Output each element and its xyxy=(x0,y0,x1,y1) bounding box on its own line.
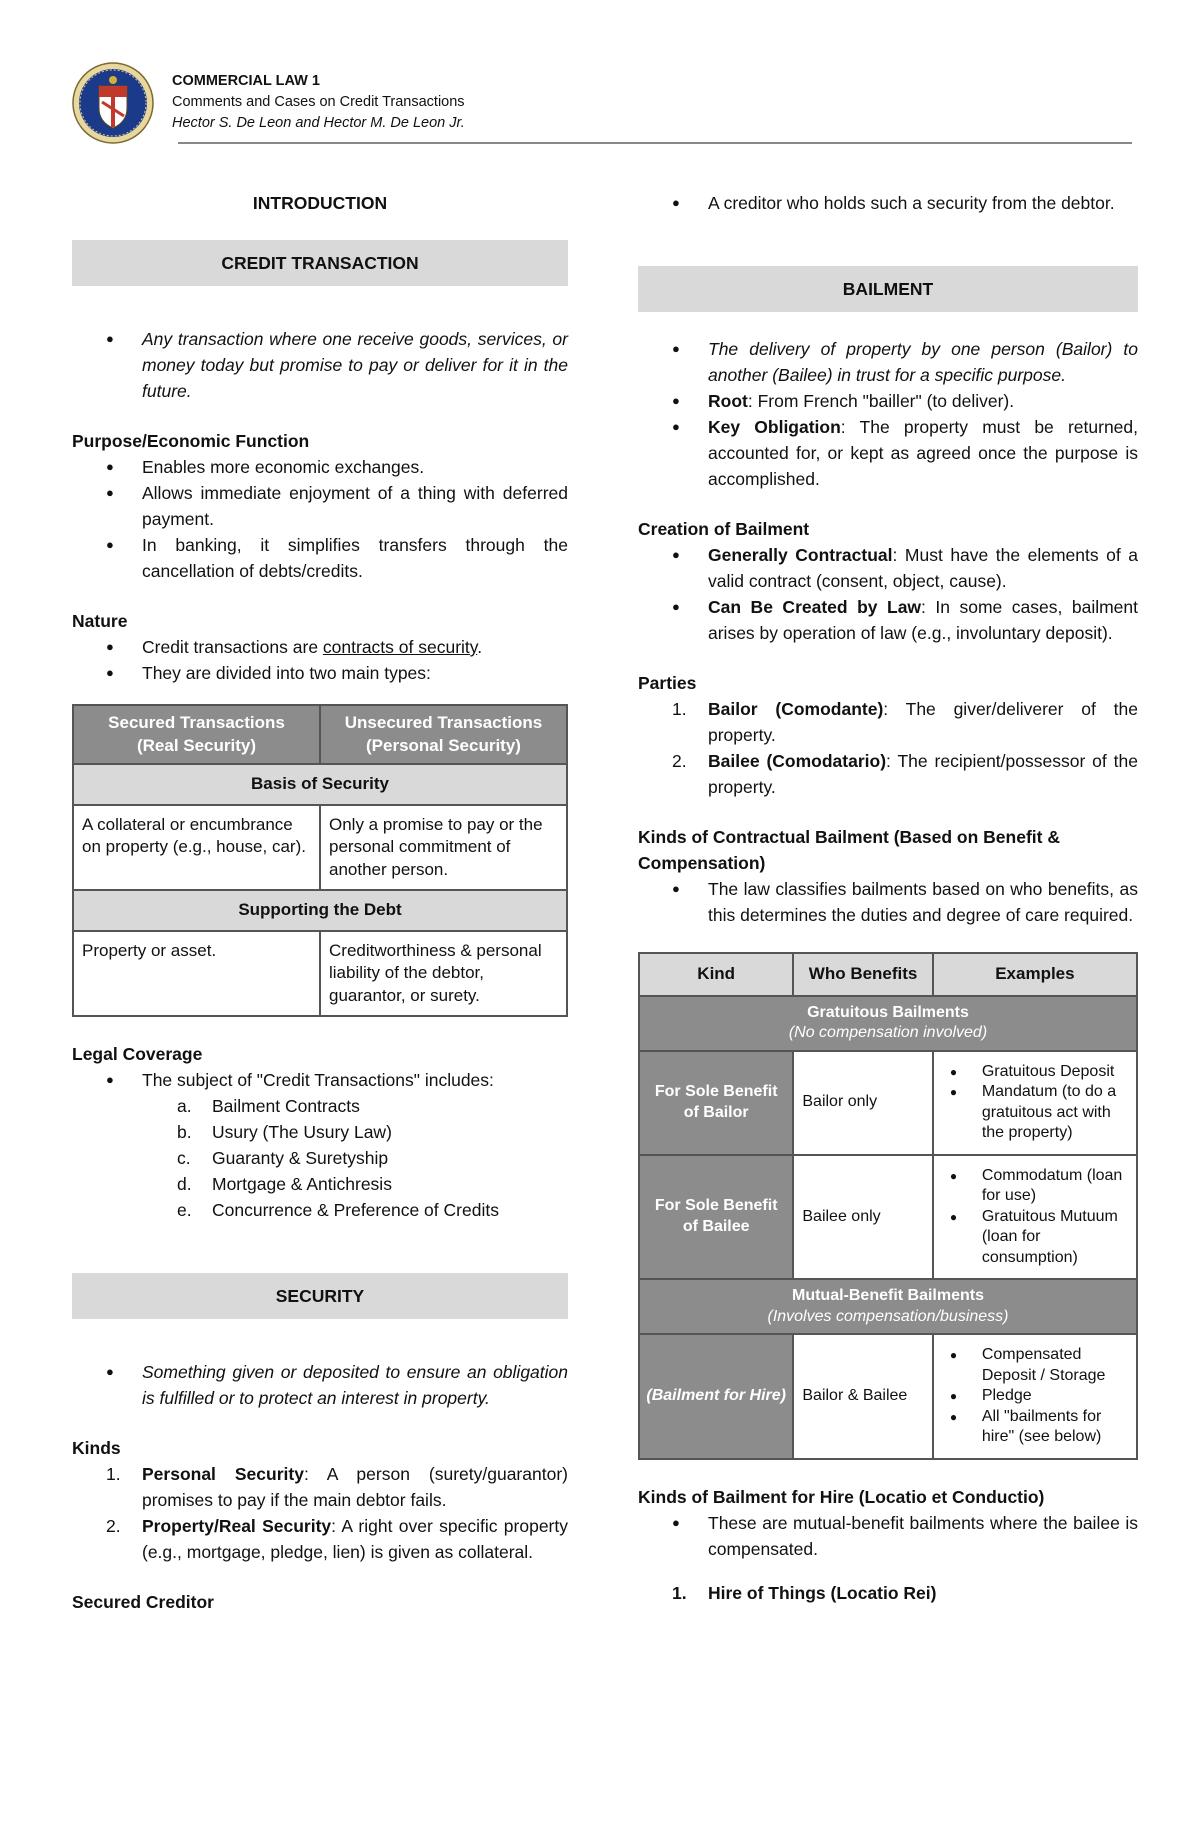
hire-kinds-list xyxy=(638,1580,1138,1606)
parties-heading: Parties xyxy=(638,673,697,693)
parties-list xyxy=(638,696,1138,800)
table-cell: Creditworthiness & personal liability of the debtor, guarantor, or surety. xyxy=(320,931,567,1017)
book-title: Comments and Cases on Credit Transactions xyxy=(172,94,465,110)
page-header xyxy=(72,62,1132,152)
list-item xyxy=(72,634,568,660)
list-item: e. Concurrence & Preference of Credits xyxy=(177,1200,499,1220)
creation-heading: Creation of Bailment xyxy=(638,519,810,539)
table-cell: Only a promise to pay or the personal commitment of another person. xyxy=(320,805,567,891)
header-text xyxy=(172,71,465,134)
nature-text: Credit transactions are xyxy=(142,637,323,657)
nature-heading: Nature xyxy=(72,611,128,631)
nature-text-end: . xyxy=(477,637,483,657)
list-item: ● The subject of "Credit Transactions" includes: xyxy=(72,1067,568,1093)
list-item: ● These are mutual-benefit bailments where the bailee is compensated. xyxy=(638,1510,1138,1562)
purpose-list xyxy=(72,454,568,584)
bailment-kinds-table xyxy=(638,952,1138,1460)
bailment-list xyxy=(638,336,1138,492)
list-item: ● Pledge xyxy=(940,1386,1130,1407)
list-item: 2. Bailee (Comodatario): The recipient/possessor of the property. xyxy=(672,751,1138,797)
gratuitous-group-row: Gratuitous Bailments (No compensation involved) xyxy=(639,996,1137,1051)
table-cell: For Sole Benefit of Bailee xyxy=(639,1155,793,1280)
list-item: 1. Bailor (Comodante): The giver/deliverer of the property. xyxy=(672,699,1138,745)
list-item: ● Gratuitous Deposit xyxy=(940,1062,1130,1083)
kinds-list xyxy=(72,1461,568,1565)
legal-sublist xyxy=(72,1093,568,1223)
basis-subheader: Basis of Security xyxy=(73,764,567,805)
list-item: ● Allows immediate enjoyment of a thing with deferred payment. xyxy=(72,480,568,532)
list-item: ● They are divided into two main types: xyxy=(72,660,568,686)
book-authors: Hector S. De Leon and Hector M. De Leon Jr. xyxy=(172,115,465,131)
list-item: ● Can Be Created by Law: In some cases, bailment arises by operation of law (e.g., involuntary deposit). xyxy=(638,594,1138,646)
list-item: ● Root: From French "bailler" (to deliver). xyxy=(638,388,1138,414)
list-item: b. Usury (The Usury Law) xyxy=(177,1122,392,1142)
left-column xyxy=(72,190,568,1615)
unsecured-col-header: Unsecured Transactions (Personal Security) xyxy=(320,705,567,764)
table-cell xyxy=(933,1334,1137,1459)
secured-creditor-list xyxy=(638,190,1138,216)
contracts-of-security-link[interactable]: contracts of security xyxy=(322,637,478,657)
table-cell xyxy=(933,1155,1137,1280)
secured-col-header: Secured Transactions (Real Security) xyxy=(73,705,320,764)
course-title: COMMERCIAL LAW 1 xyxy=(172,73,320,89)
purpose-heading: Purpose/Economic Function xyxy=(72,431,310,451)
list-item: 1. Personal Security: A person (surety/guarantor) promises to pay if the main debtor fails. xyxy=(106,1464,568,1510)
list-item: ● A creditor who holds such a security from the debtor. xyxy=(638,190,1138,216)
list-item: ● Generally Contractual: Must have the elements of a valid contract (consent, object, cause). xyxy=(638,542,1138,594)
examples-col-header: Examples xyxy=(933,953,1137,996)
list-item: ● Key Obligation: The property must be returned, accounted for, or kept as agreed once the purpose is accomplished. xyxy=(638,414,1138,492)
bailment-definition: ● The delivery of property by one person (Bailor) to another (Bailee) in trust for a specific purpose. xyxy=(638,336,1138,388)
header-divider xyxy=(178,142,1132,144)
table-cell: For Sole Benefit of Bailor xyxy=(639,1051,793,1155)
intro-title: INTRODUCTION xyxy=(252,193,388,213)
university-seal-icon xyxy=(72,62,154,144)
nature-list xyxy=(72,634,568,686)
list-item: ● Commodatum (loan for use) xyxy=(940,1166,1130,1207)
credit-definition-list xyxy=(72,326,568,404)
right-column xyxy=(638,190,1138,1606)
list-item: ● In banking, it simplifies transfers through the cancellation of debts/credits. xyxy=(72,532,568,584)
security-definition-list xyxy=(72,1359,568,1411)
mutual-benefit-group-row: Mutual-Benefit Bailments (Involves compensation/business) xyxy=(639,1279,1137,1334)
legal-heading: Legal Coverage xyxy=(72,1044,203,1064)
list-item: ● All "bailments for hire" (see below) xyxy=(940,1407,1130,1448)
supporting-subheader: Supporting the Debt xyxy=(73,890,567,931)
creation-list xyxy=(638,542,1138,646)
list-item: ● Gratuitous Mutuum (loan for consumption) xyxy=(940,1207,1130,1269)
hire-list xyxy=(638,1510,1138,1562)
table-cell xyxy=(933,1051,1137,1155)
who-col-header: Who Benefits xyxy=(793,953,932,996)
hire-heading: Kinds of Bailment for Hire (Locatio et Conductio) xyxy=(638,1486,1045,1507)
kind-col-header: Kind xyxy=(639,953,793,996)
credit-definition: ● Any transaction where one receive goods, services, or money today but promise to pay or deliver for it in the future. xyxy=(72,326,568,404)
credit-transaction-bar: CREDIT TRANSACTION xyxy=(72,240,568,286)
list-item: a. Bailment Contracts xyxy=(177,1096,360,1116)
table-cell: (Bailment for Hire) xyxy=(639,1334,793,1459)
table-cell: Bailor & Bailee xyxy=(793,1334,932,1459)
kinds-heading: Kinds xyxy=(72,1438,121,1458)
list-item: ● Compensated Deposit / Storage xyxy=(940,1345,1130,1386)
table-cell: Property or asset. xyxy=(73,931,320,1017)
security-types-table xyxy=(72,704,568,1017)
table-cell: A collateral or encumbrance on property (e.g., house, car). xyxy=(73,805,320,891)
security-bar: SECURITY xyxy=(72,1273,568,1319)
list-item: ● Mandatum (to do a gratuitous act with the property) xyxy=(940,1082,1130,1144)
secured-creditor-heading: Secured Creditor xyxy=(72,1592,214,1612)
list-item: 2. Property/Real Security: A right over specific property (e.g., mortgage, pledge, lien) is given as collateral. xyxy=(106,1516,568,1562)
list-item: 1. Hire of Things (Locatio Rei) xyxy=(672,1582,937,1603)
list-item: d. Mortgage & Antichresis xyxy=(177,1174,392,1194)
contractual-kinds-list xyxy=(638,876,1138,928)
security-definition: ● Something given or deposited to ensure an obligation is fulfilled or to protect an interest in property. xyxy=(72,1359,568,1411)
list-item: ● The law classifies bailments based on who benefits, as this determines the duties and degree of care required. xyxy=(638,876,1138,928)
list-item: ● Enables more economic exchanges. xyxy=(72,454,568,480)
table-cell: Bailee only xyxy=(793,1155,932,1280)
contractual-kinds-heading: Kinds of Contractual Bailment (Based on Benefit & Compensation) xyxy=(638,827,1060,873)
bailment-bar: BAILMENT xyxy=(638,266,1138,312)
legal-list xyxy=(72,1067,568,1093)
table-cell: Bailor only xyxy=(793,1051,932,1155)
list-item: c. Guaranty & Suretyship xyxy=(177,1148,389,1168)
